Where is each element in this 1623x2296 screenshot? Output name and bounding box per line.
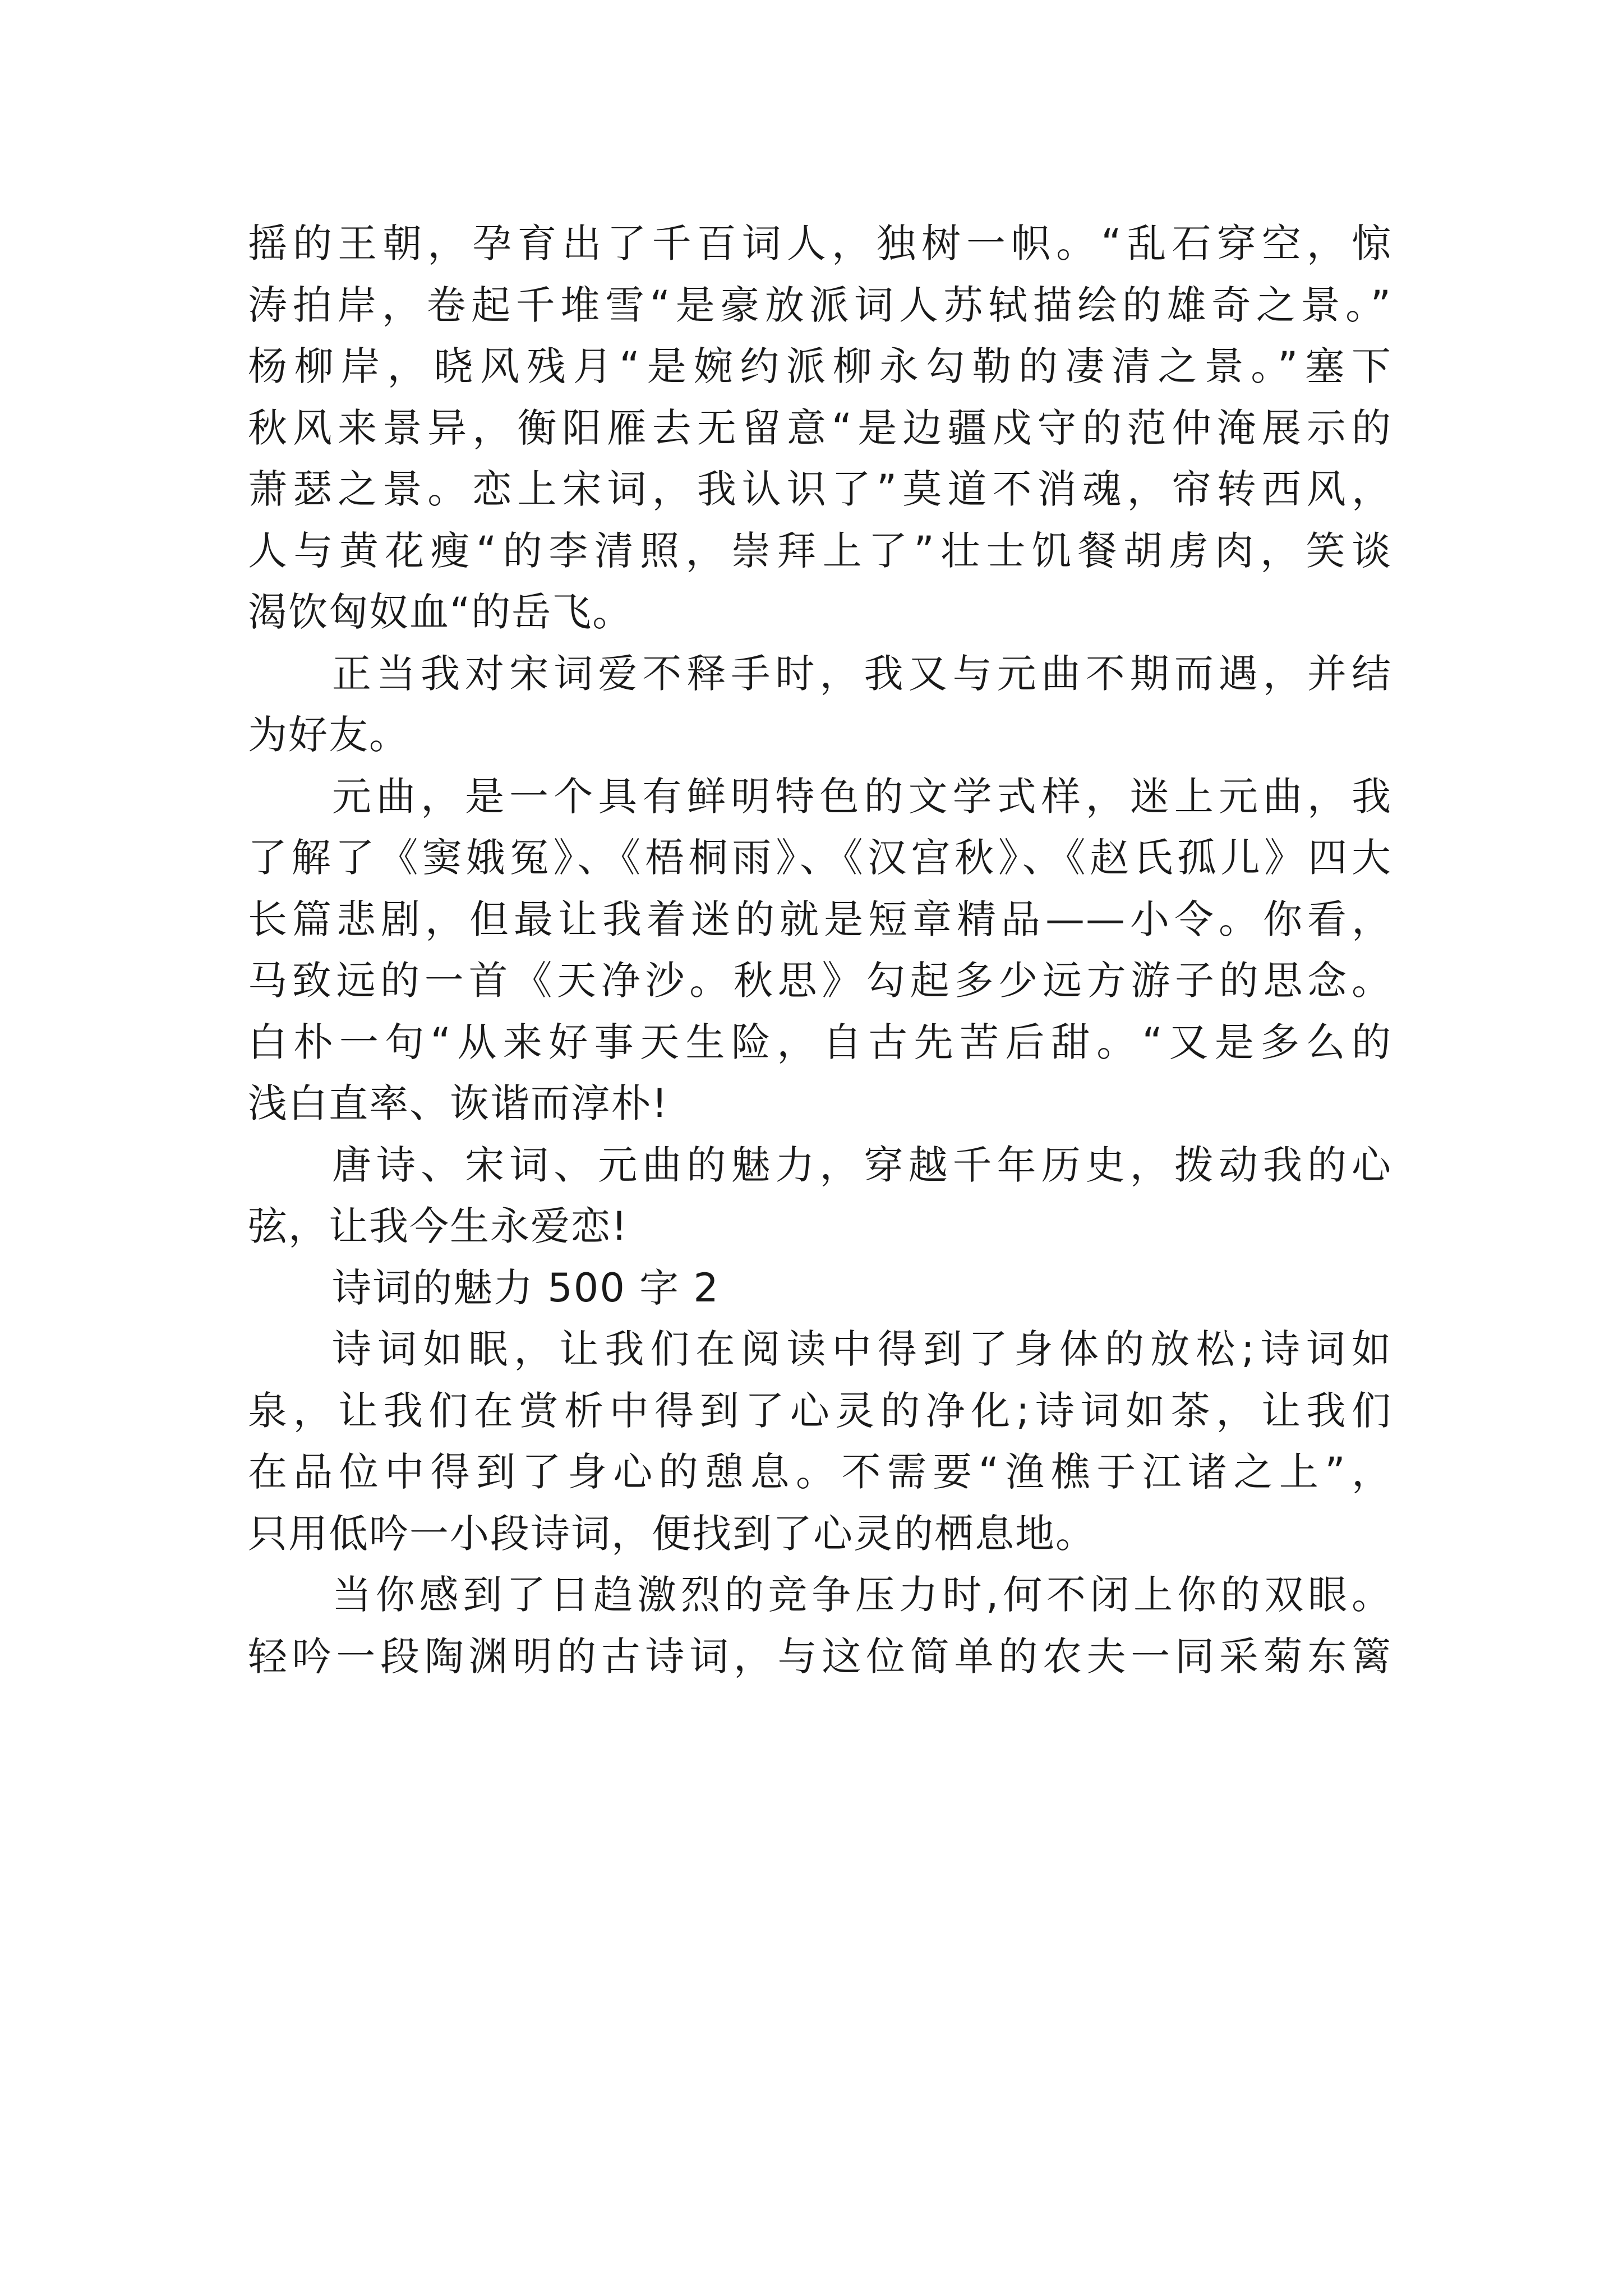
text-line: 涛拍岸，卷起千堆雪“是豪放派词人苏轼描绘的雄奇之景。” bbox=[248, 282, 1392, 328]
body-text bbox=[248, 213, 1392, 1687]
text-line: 元曲，是一个具有鲜明特色的文学式样，迷上元曲，我 bbox=[332, 773, 1392, 820]
text-line: 人与黄花瘦“的李清照，崇拜上了”壮士饥餐胡虏肉，笑谈 bbox=[248, 527, 1392, 574]
text-line: 正当我对宋词爱不释手时，我又与元曲不期而遇，并结 bbox=[332, 650, 1392, 697]
text-line: 浅白直率、诙谐而淳朴! bbox=[248, 1080, 669, 1126]
text-line: 秋风来景异，衡阳雁去无留意“是边疆戍守的范仲淹展示的 bbox=[248, 404, 1392, 451]
text-line: 渴饮匈奴血“的岳飞。 bbox=[248, 589, 633, 635]
text-line: 白朴一句“从来好事天生险，自古先苦后甜。“又是多么的 bbox=[248, 1019, 1392, 1065]
text-line: 弦，让我今生永爱恋! bbox=[248, 1203, 629, 1249]
text-line: 为好友。 bbox=[248, 712, 409, 758]
text-line: 了解了《窦娥冤》、《梧桐雨》、《汉宫秋》、《赵氏孤儿》四大 bbox=[248, 835, 1392, 881]
text-line: 萧瑟之景。恋上宋词，我认识了”莫道不消魂，帘转西风， bbox=[248, 466, 1392, 512]
text-line: 诗词的魅力 500 字 2 bbox=[332, 1264, 720, 1311]
text-line: 摇的王朝，孕育出了千百词人，独树一帜。“乱石穿空，惊 bbox=[248, 220, 1392, 266]
text-line: 当你感到了日趋激烈的竞争压力时,何不闭上你的双眼。 bbox=[332, 1572, 1392, 1618]
text-line: 杨柳岸，晓风残月“是婉约派柳永勾勒的凄清之景。”塞下 bbox=[248, 343, 1392, 389]
text-line: 唐诗、宋词、元曲的魅力，穿越千年历史，拨动我的心 bbox=[332, 1142, 1392, 1188]
text-line: 诗词如眠，让我们在阅读中得到了身体的放松;诗词如 bbox=[332, 1326, 1392, 1372]
text-line: 泉，让我们在赏析中得到了心灵的净化;诗词如茶，让我们 bbox=[248, 1387, 1392, 1434]
text-line: 只用低吟一小段诗词，便找到了心灵的栖息地。 bbox=[248, 1510, 1096, 1557]
text-line: 在品位中得到了身心的憩息。不需要“渔樵于江诸之上”， bbox=[248, 1449, 1392, 1495]
text-line: 轻吟一段陶渊明的古诗词，与这位简单的农夫一同采菊东篱 bbox=[248, 1633, 1392, 1680]
text-line: 马致远的一首《天净沙。秋思》勾起多少远方游子的思念。 bbox=[248, 958, 1392, 1004]
text-line: 长篇悲剧，但最让我着迷的就是短章精品——小令。你看， bbox=[248, 896, 1392, 942]
